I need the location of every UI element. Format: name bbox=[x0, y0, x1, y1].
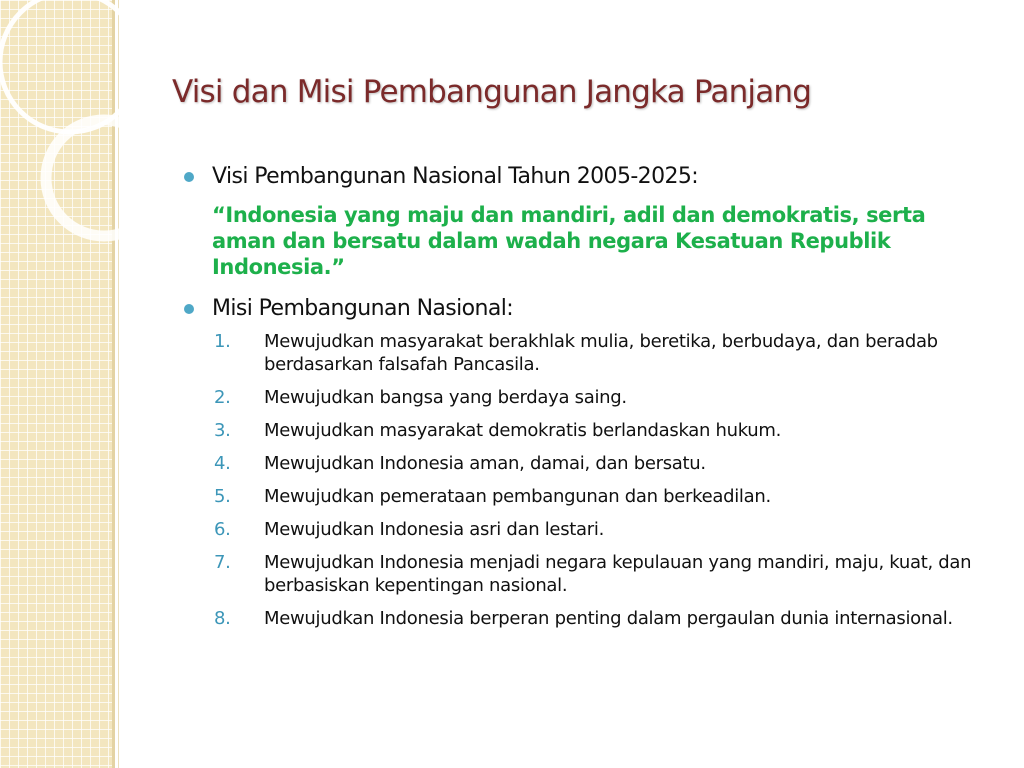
mission-item bbox=[202, 551, 994, 597]
mission-item bbox=[202, 330, 994, 376]
decorative-rings bbox=[0, 0, 140, 768]
mission-item-text: Mewujudkan pemerataan pembangunan dan berkeadilan. bbox=[264, 486, 771, 507]
mission-item-number: 6. bbox=[214, 519, 231, 540]
mission-item bbox=[202, 386, 994, 409]
mission-item-number: 8. bbox=[214, 608, 231, 629]
mission-item bbox=[202, 452, 994, 475]
mission-item-number: 3. bbox=[214, 420, 231, 441]
slide-content bbox=[182, 162, 992, 640]
decorative-ring-top bbox=[0, 0, 140, 132]
mission-item-number: 5. bbox=[214, 486, 231, 507]
mission-item-text: Mewujudkan bangsa yang berdaya saing. bbox=[264, 387, 627, 408]
vision-heading: Visi Pembangunan Nasional Tahun 2005-2025: bbox=[212, 164, 699, 189]
vision-quote: “Indonesia yang maju dan mandiri, adil dan demokratis, serta aman dan bersatu dalam wadah negara Kesatuan Republik Indonesia.” bbox=[212, 203, 926, 279]
bullet-dot-icon bbox=[184, 304, 194, 314]
mission-bullet bbox=[182, 294, 992, 324]
slide-title: Visi dan Misi Pembangunan Jangka Panjang bbox=[172, 74, 812, 110]
mission-item bbox=[202, 607, 994, 630]
mission-item-number: 4. bbox=[214, 453, 231, 474]
mission-item-number: 2. bbox=[214, 387, 231, 408]
mission-item-text: Mewujudkan masyarakat demokratis berlandaskan hukum. bbox=[264, 420, 782, 441]
mission-item-text: Mewujudkan Indonesia berperan penting dalam pergaulan dunia internasional. bbox=[264, 608, 953, 629]
mission-item-text: Mewujudkan Indonesia asri dan lestari. bbox=[264, 519, 604, 540]
mission-item-text: Mewujudkan masyarakat berakhlak mulia, beretika, berbudaya, dan beradab berdasarkan falsafah Pancasila. bbox=[264, 331, 938, 375]
mission-item-number: 7. bbox=[214, 552, 231, 573]
vision-bullet bbox=[182, 162, 992, 192]
mission-item bbox=[202, 485, 994, 508]
mission-item bbox=[202, 419, 994, 442]
mission-item bbox=[202, 518, 994, 541]
decorative-ring-bottom bbox=[46, 120, 140, 236]
mission-heading: Misi Pembangunan Nasional: bbox=[212, 296, 514, 321]
mission-item-number: 1. bbox=[214, 331, 231, 352]
bullet-dot-icon bbox=[184, 172, 194, 182]
mission-item-text: Mewujudkan Indonesia menjadi negara kepulauan yang mandiri, maju, kuat, dan berbasiskan kepentingan nasional. bbox=[264, 552, 972, 596]
mission-list bbox=[182, 330, 992, 630]
mission-item-text: Mewujudkan Indonesia aman, damai, dan bersatu. bbox=[264, 453, 706, 474]
